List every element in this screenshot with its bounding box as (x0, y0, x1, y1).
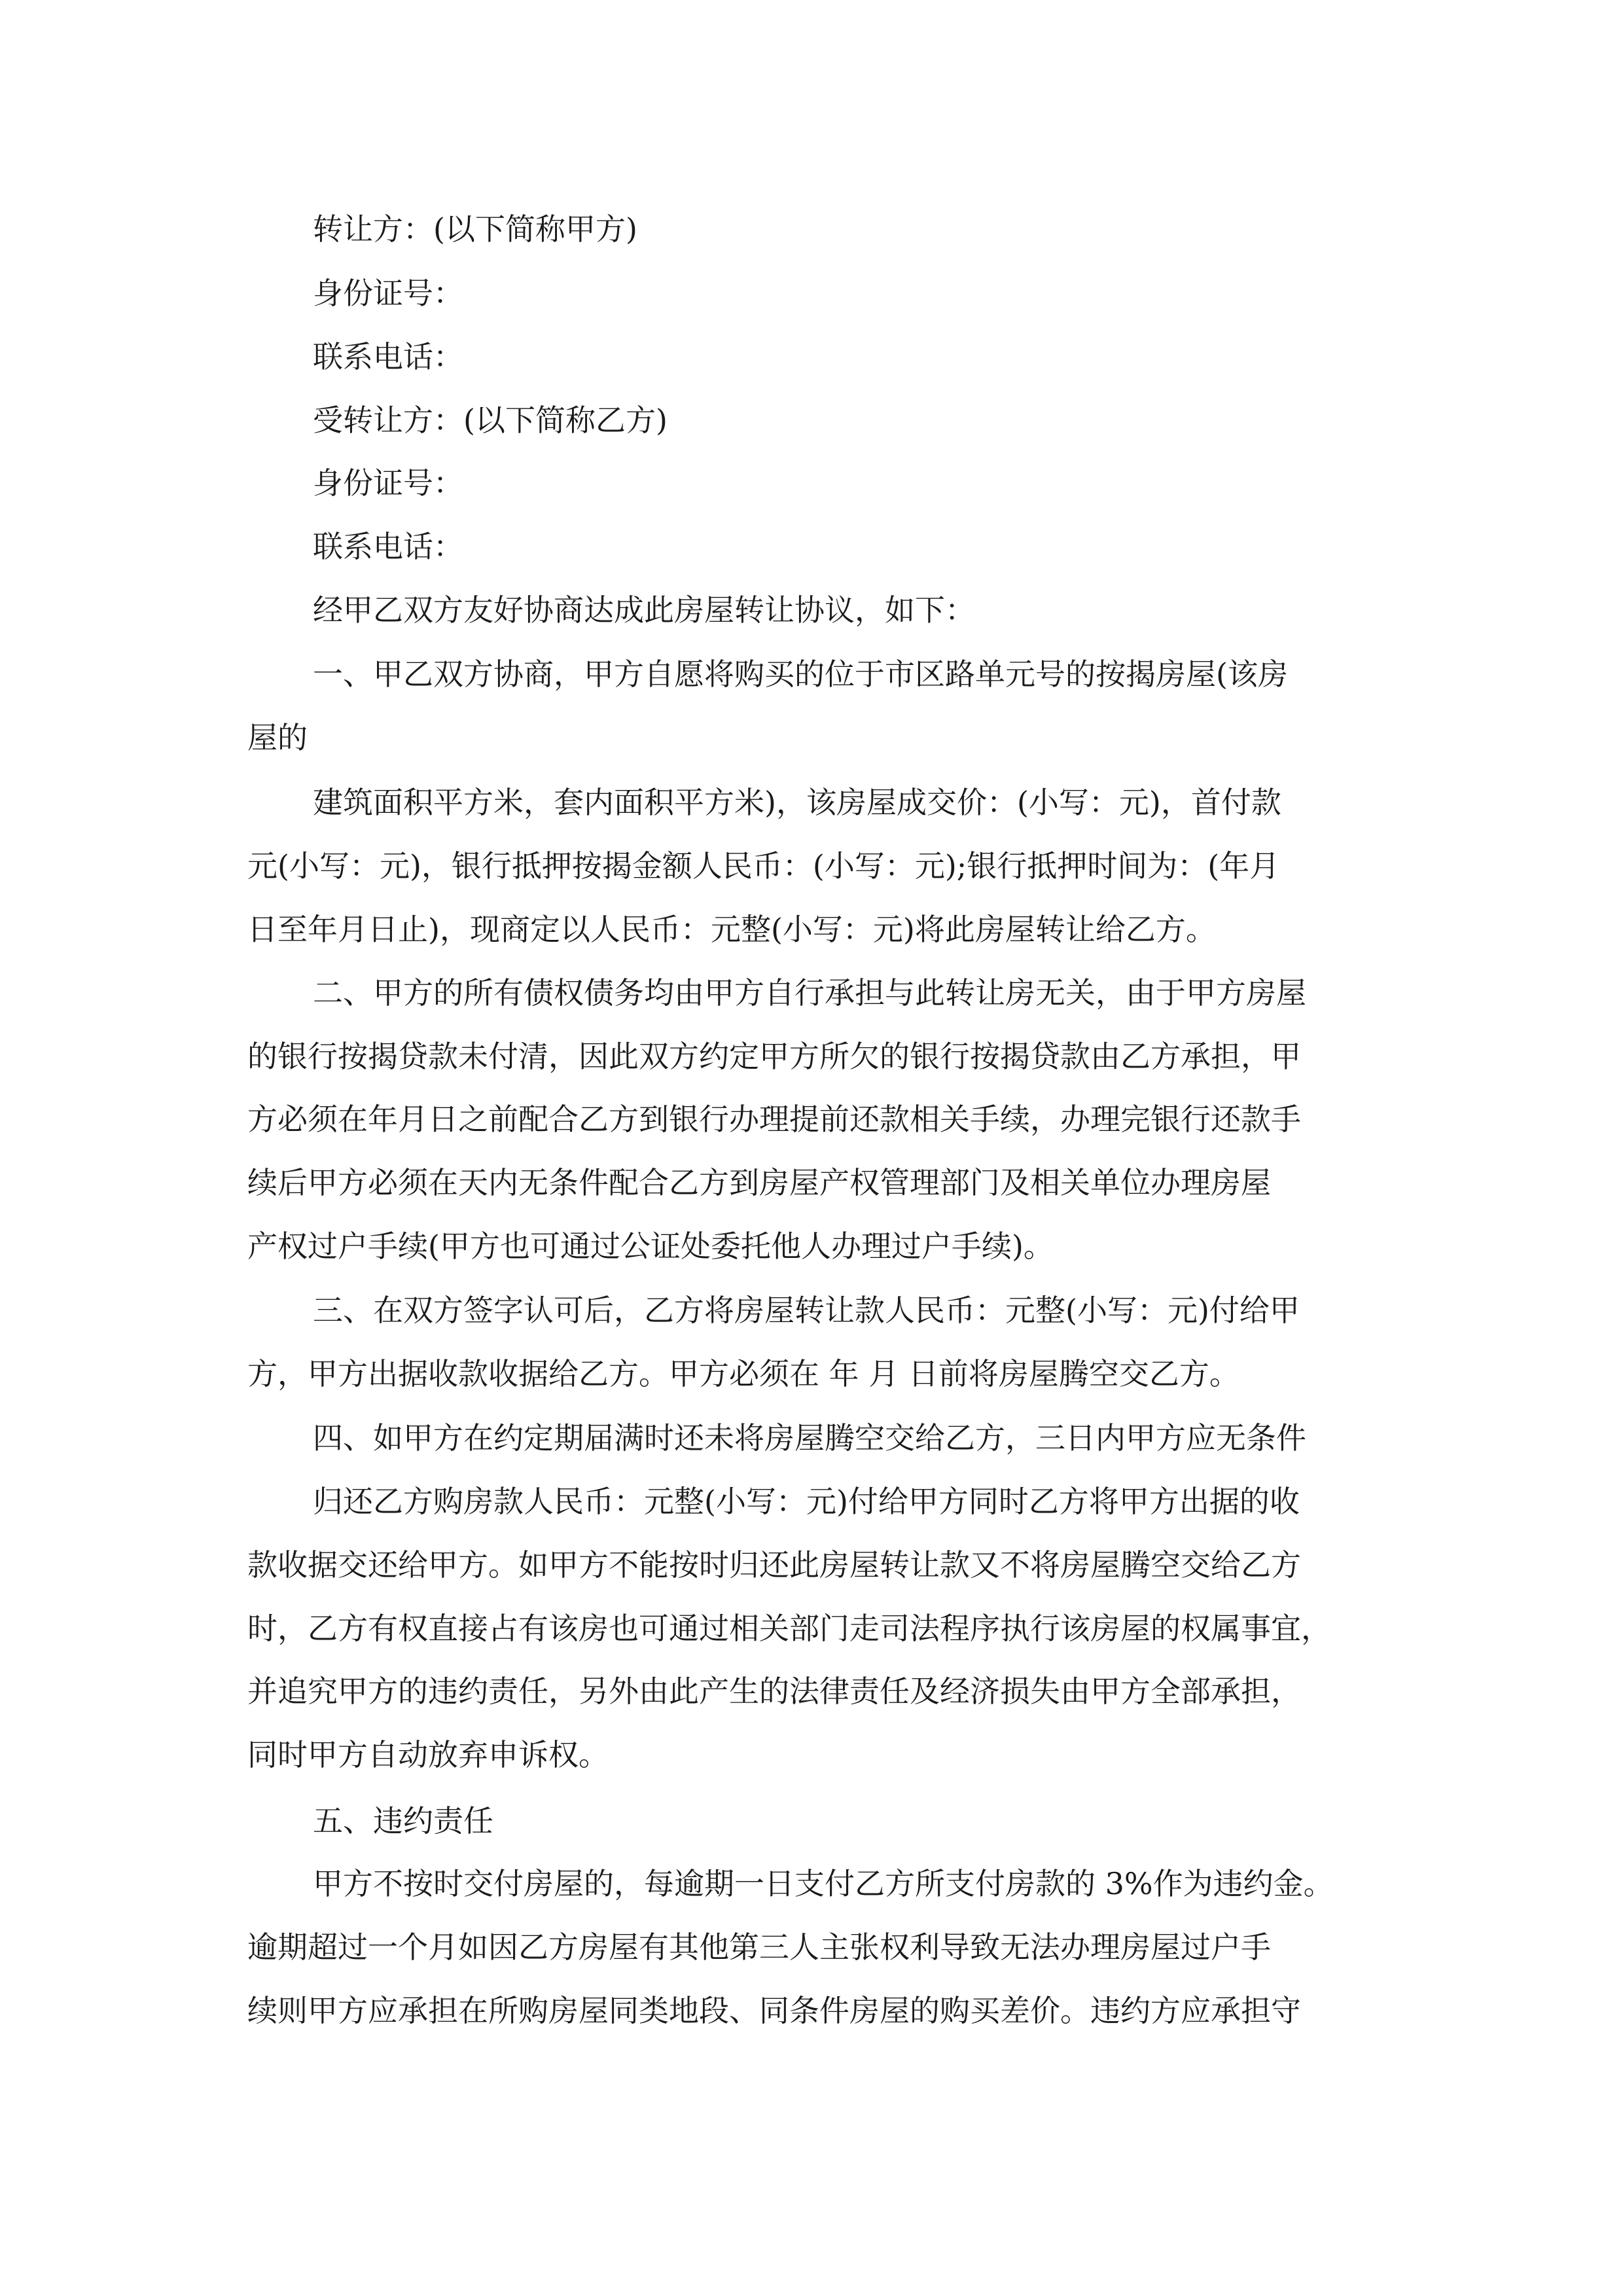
clause-2-line-3: 方必须在年月日之前配合乙方到银行办理提前还款相关手续，办理完银行还款手 (247, 1102, 1301, 1137)
clause-1-line-3: 建筑面积平方米，套内面积平方米)，该房屋成交价：(小写：元)，首付款 (313, 785, 1281, 820)
clause-4-line-5: 并追究甲方的违约责任，另外由此产生的法律责任及经济损失由甲方全部承担， (247, 1674, 1301, 1709)
clause-5-heading: 五、违约责任 (313, 1803, 493, 1839)
line-transferee-phone: 联系电话： (313, 529, 463, 564)
line-transferor: 转让方：(以下简称甲方) (313, 211, 637, 247)
clause-4-line-6: 同时甲方自动放弃申诉权。 (247, 1737, 609, 1772)
clause-2-line-2: 的银行按揭贷款未付清，因此双方约定甲方所欠的银行按揭贷款由乙方承担，甲 (247, 1039, 1301, 1074)
clause-5-line-1: 甲方不按时交付房屋的，每逾期一日支付乙方所支付房款的 3%作为违约金。 (313, 1866, 1334, 1901)
clause-5-line-2: 逾期超过一个月如因乙方房屋有其他第三人主张权利导致无法办理房屋过户手 (247, 1929, 1271, 1965)
clause-5-line-3: 续则甲方应承担在所购房屋同类地段、同条件房屋的购买差价。违约方应承担守 (247, 1993, 1301, 2028)
clause-3-line-2: 方，甲方出据收款收据给乙方。甲方必须在 年 月 日前将房屋腾空交乙方。 (247, 1356, 1240, 1391)
line-transferee: 受转让方：(以下简称乙方) (313, 403, 668, 438)
line-transferor-phone: 联系电话： (313, 339, 463, 374)
clause-4-line-2: 归还乙方购房款人民币：元整(小写：元)付给甲方同时乙方将甲方出据的收 (313, 1484, 1300, 1519)
clause-2-line-1: 二、甲方的所有债权债务均由甲方自行承担与此转让房无关，由于甲方房屋 (313, 975, 1306, 1011)
clause-3-line-1: 三、在双方签字认可后，乙方将房屋转让款人民币：元整(小写：元)付给甲 (313, 1293, 1300, 1328)
line-transferee-id: 身份证号： (313, 465, 463, 501)
clause-1-line-2: 屋的 (247, 720, 308, 755)
line-transferor-id: 身份证号： (313, 276, 463, 311)
clause-4-line-4: 时，乙方有权直接占有该房也可通过相关部门走司法程序执行该房屋的权属事宜， (247, 1611, 1331, 1646)
clause-4-line-1: 四、如甲方在约定期届满时还未将房屋腾空交给乙方，三日内甲方应无条件 (313, 1420, 1306, 1456)
clause-1-line-1: 一、甲乙双方协商，甲方自愿将购买的位于市区路单元号的按揭房屋(该房 (313, 656, 1288, 692)
clause-1-line-4: 元(小写：元)，银行抵押按揭金额人民币：(小写：元);银行抵押时间为：(年月 (247, 848, 1280, 884)
clause-1-line-5: 日至年月日止)，现商定以人民币：元整(小写：元)将此房屋转让给乙方。 (247, 912, 1216, 947)
clause-2-line-4: 续后甲方必须在天内无条件配合乙方到房屋产权管理部门及相关单位办理房屋 (247, 1165, 1271, 1200)
line-intro: 经甲乙双方友好协商达成此房屋转让协议，如下： (313, 592, 975, 628)
clause-4-line-3: 款收据交还给甲方。如甲方不能按时归还此房屋转让款又不将房屋腾空交给乙方 (247, 1547, 1301, 1583)
clause-2-line-5: 产权过户手续(甲方也可通过公证处委托他人办理过户手续)。 (247, 1229, 1054, 1264)
